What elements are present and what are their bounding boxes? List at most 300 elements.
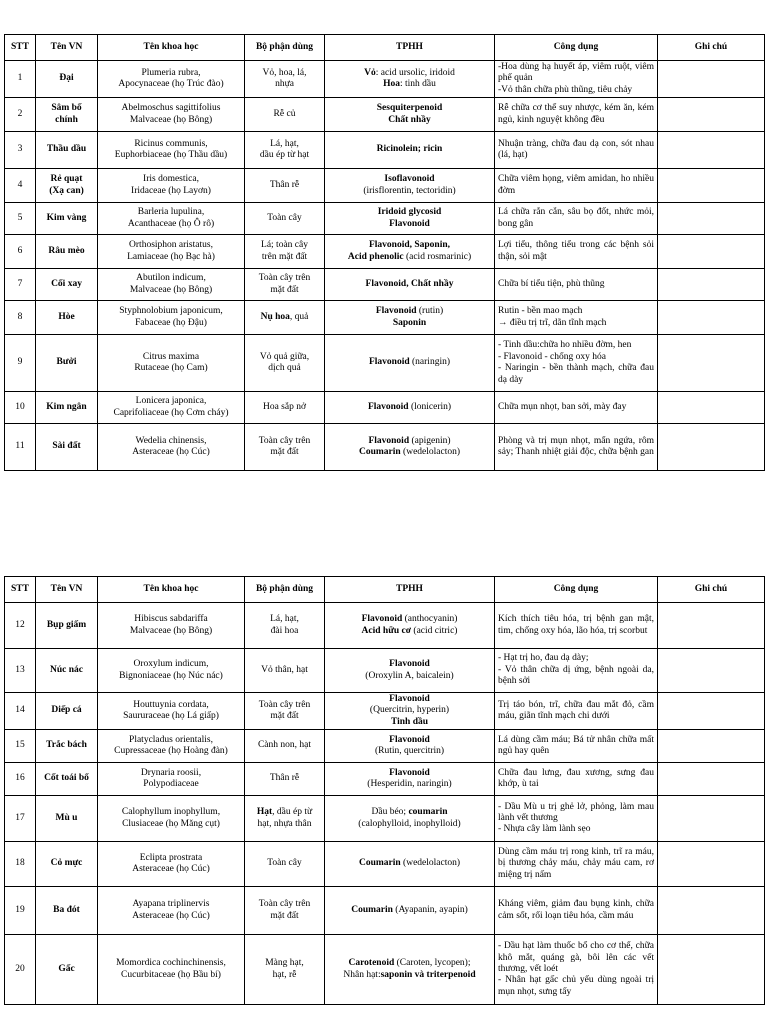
cell-line: Oroxylum indicum,: [133, 659, 209, 670]
cell-line: [328, 958, 491, 969]
cell-ten-vn: [36, 392, 98, 424]
table-body: [5, 603, 765, 1005]
cell-line: Râu mèo: [48, 245, 85, 256]
cell-tphh: [325, 203, 495, 235]
col-header-stt: STT: [5, 577, 36, 603]
cell-tphh: [325, 235, 495, 269]
cell-line: Diếp cá: [51, 705, 82, 716]
cell-stt: 18: [5, 842, 36, 887]
cell-line: [328, 819, 491, 830]
bold-text: Flavonoid: [368, 357, 410, 368]
cell-ten-khoa-hoc: [98, 693, 245, 730]
cell-stt: 19: [5, 887, 36, 935]
cell-line: [328, 694, 491, 705]
cell-line: mặt đất: [270, 711, 299, 722]
cell-cong-dung: [495, 887, 658, 935]
cell-tphh: [325, 887, 495, 935]
table-row: [5, 887, 765, 935]
cell-ten-vn: [36, 763, 98, 796]
text: Dầu béo;: [371, 807, 409, 818]
cell-ten-khoa-hoc: [98, 301, 245, 335]
cell-ten-khoa-hoc: [98, 796, 245, 842]
cell-line: Abelmoschus sagittifolius: [121, 103, 221, 114]
cell-line: [328, 807, 491, 818]
cell-line: Apocynaceae (họ Trúc đào): [118, 79, 224, 90]
cell-line: [328, 436, 491, 447]
text: (Rutin, quercitrin): [374, 746, 445, 757]
cell-line: đài hoa: [270, 625, 299, 636]
bold-text: Nụ hoa: [260, 311, 290, 322]
cell-line: Iridaceae (họ Layơn): [131, 185, 211, 196]
cell-ten-vn: [36, 796, 98, 842]
cell-line: Đại: [59, 73, 74, 84]
cell-line: [328, 103, 491, 114]
col-header-tphh: TPHH: [325, 577, 495, 603]
cell-line: [328, 207, 491, 218]
cell-line: Bignoniaceae (họ Núc nác): [119, 670, 223, 681]
cell-ten-khoa-hoc: [98, 424, 245, 471]
cell-ten-vn: [36, 335, 98, 392]
cell-line: [328, 306, 491, 317]
cell-ghi-chu: [658, 935, 765, 1005]
bold-text: Flavonoid: [389, 218, 430, 229]
text: (Hesperidin, naringin): [367, 779, 452, 790]
cell-line: Toàn cây trên: [258, 273, 311, 284]
cell-line: Fabaceae (họ Đậu): [135, 317, 207, 328]
cell-line: Houttuynia cordata,: [133, 699, 209, 710]
text: , quả: [289, 311, 309, 322]
text: (apigenin): [409, 435, 451, 446]
cell-tphh: [325, 301, 495, 335]
cell-line: Acanthaceae (họ Ô rô): [127, 218, 215, 229]
cell-cong-dung: [495, 730, 658, 763]
cell-line: Cối xay: [51, 278, 82, 289]
cell-line: Chữa bí tiểu tiện, phù thũng: [498, 278, 605, 289]
cell-line: Thân rễ: [269, 179, 300, 190]
bold-text: Iridoid glycosid: [377, 207, 442, 218]
cell-bo-phan-dung: [245, 235, 325, 269]
cell-line: Lonicera japonica,: [135, 396, 207, 407]
cell-tphh: [325, 335, 495, 392]
cell-line: Euphorbiaceae (họ Thầu dầu): [114, 150, 228, 161]
cell-stt: 11: [5, 424, 36, 471]
table-header-row: [5, 35, 765, 61]
cell-ghi-chu: [658, 796, 765, 842]
cell-line: Cành non, hạt: [257, 740, 312, 751]
text: : acid ursolic, iridoid: [375, 67, 455, 78]
cell-line: Ricinus communis,: [134, 138, 208, 149]
cell-bo-phan-dung: [245, 935, 325, 1005]
cell-ghi-chu: [658, 424, 765, 471]
cell-ten-vn: [36, 61, 98, 98]
cell-ten-vn: [36, 935, 98, 1005]
text: (Quercitrin, hyperin): [369, 705, 450, 716]
col-header-cong-dung: Công dụng: [495, 35, 658, 61]
cell-line: - Vỏ thân chữa dị ứng, bệnh ngoài da, bệnh sởi: [498, 664, 654, 687]
cell-tphh: [325, 98, 495, 132]
cell-line: Malvaceae (họ Bông): [129, 284, 213, 295]
cell-line: (Xạ can): [49, 185, 84, 196]
table-row: [5, 392, 765, 424]
cell-cong-dung: [495, 169, 658, 203]
cell-bo-phan-dung: [245, 61, 325, 98]
table-row: [5, 235, 765, 269]
cell-line: Asteraceae (họ Cúc): [132, 864, 210, 875]
cell-line: Sâm bố: [51, 103, 82, 114]
cell-bo-phan-dung: [245, 649, 325, 693]
cell-line: [328, 626, 491, 637]
text: (calophylloid, inophylloid): [358, 818, 461, 829]
cell-line: -Hoa dùng hạ huyết áp, viêm ruột, viêm phế quản: [498, 62, 654, 84]
bold-text: Flavonoid: [389, 694, 430, 704]
cell-cong-dung: [495, 603, 658, 649]
table-row: [5, 763, 765, 796]
cell-line: [328, 746, 491, 757]
cell-tphh: [325, 796, 495, 842]
herb-table-2: [4, 576, 765, 1005]
cell-ten-khoa-hoc: [98, 61, 245, 98]
cell-line: - Nhân hạt gấc chủ yếu dùng ngoài trị mụn nhọt, sưng tấy: [498, 975, 654, 997]
cell-tphh: [325, 424, 495, 471]
text: (Caroten, lycopen);: [394, 958, 471, 969]
bold-text: Sesquiterpenoid: [376, 103, 443, 114]
cell-line: [328, 717, 491, 728]
cell-line: Lợi tiểu, thông tiểu trong các bệnh sỏi thận, sỏi mật: [498, 240, 654, 262]
cell-line: Gấc: [58, 963, 75, 974]
cell-line: Thầu dầu: [46, 144, 87, 155]
cell-line: chính: [55, 114, 78, 125]
cell-tphh: [325, 603, 495, 649]
text: (naringin): [409, 357, 451, 368]
cell-line: Calophyllum inophyllum,: [121, 807, 221, 818]
cell-line: Ba đót: [53, 904, 80, 915]
cell-line: Barleria lupulina,: [137, 207, 205, 218]
cell-ghi-chu: [658, 98, 765, 132]
cell-line: Vỏ thân, hạt: [261, 664, 308, 675]
cell-line: [328, 279, 491, 290]
table-row: [5, 301, 765, 335]
cell-tphh: [325, 269, 495, 301]
cell-cong-dung: [495, 763, 658, 796]
cell-line: - Tinh dầu:chữa ho nhiều đờm, hen: [498, 340, 632, 351]
cell-ghi-chu: [658, 842, 765, 887]
cell-line: Asteraceae (họ Cúc): [132, 447, 210, 458]
cell-ten-khoa-hoc: [98, 935, 245, 1005]
cell-tphh: [325, 730, 495, 763]
cell-bo-phan-dung: [245, 203, 325, 235]
bold-text: Chất nhầy: [388, 114, 431, 125]
cell-bo-phan-dung: [245, 796, 325, 842]
col-header-ten-khoa-hoc: Tên khoa học: [98, 577, 245, 603]
cell-tphh: [325, 935, 495, 1005]
cell-line: [328, 174, 491, 185]
col-header-tphh: TPHH: [325, 35, 495, 61]
cell-cong-dung: [495, 301, 658, 335]
cell-line: [328, 779, 491, 790]
cell-ten-vn: [36, 132, 98, 169]
cell-bo-phan-dung: [245, 132, 325, 169]
cell-ten-vn: [36, 730, 98, 763]
cell-cong-dung: [495, 649, 658, 693]
cell-line: [328, 970, 491, 981]
table-row: [5, 269, 765, 301]
bold-text: Flavonoid: [361, 614, 403, 625]
cell-line: Chữa mụn nhọt, ban sởi, mày đay: [498, 401, 627, 412]
bold-text: Vỏ: [364, 67, 376, 78]
cell-stt: 10: [5, 392, 36, 424]
cell-line: - Dầu Mù u trị ghẻ lở, phỏng, làm mau lành vết thương: [498, 801, 654, 823]
cell-line: Lá; toàn cây: [261, 240, 308, 251]
cell-line: Styphnolobium japonicum,: [119, 306, 223, 317]
cell-line: Asteraceae (họ Cúc): [132, 910, 210, 921]
bold-text: Flavonoid: [375, 306, 417, 317]
cell-line: Toàn cây: [267, 212, 302, 223]
col-header-ghi-chu: Ghi chú: [658, 35, 765, 61]
cell-line: Màng hạt,: [265, 958, 304, 969]
cell-bo-phan-dung: [245, 392, 325, 424]
cell-ten-khoa-hoc: [98, 235, 245, 269]
cell-line: Dùng cầm máu trị rong kinh, trĩ ra máu, bị thương chảy máu, chảy máu cam, rơ miệng trị nấm: [498, 847, 654, 880]
cell-ten-vn: [36, 169, 98, 203]
cell-stt: 3: [5, 132, 36, 169]
bold-text: Coumarin: [351, 904, 393, 915]
cell-line: [248, 807, 321, 818]
cell-line: [328, 402, 491, 413]
cell-line: [328, 68, 491, 79]
bold-text: Flavonoid, Saponin,: [368, 240, 451, 251]
cell-bo-phan-dung: [245, 763, 325, 796]
cell-line: Orthosiphon aristatus,: [129, 240, 213, 251]
cell-bo-phan-dung: [245, 301, 325, 335]
cell-cong-dung: [495, 203, 658, 235]
cell-stt: 13: [5, 649, 36, 693]
cell-line: mặt đất: [270, 447, 299, 458]
col-header-ten-khoa-hoc: Tên khoa học: [98, 35, 245, 61]
cell-line: hạt, rễ: [272, 969, 297, 980]
col-header-cong-dung: Công dụng: [495, 577, 658, 603]
cell-stt: 6: [5, 235, 36, 269]
cell-line: dịch quả: [268, 363, 301, 374]
cell-ten-vn: [36, 269, 98, 301]
cell-line: Cốt toái bổ: [44, 773, 89, 784]
table-row: [5, 203, 765, 235]
cell-line: Lá dùng cầm máu; Bá tử nhân chữa mất ngủ hay quên: [498, 734, 654, 757]
cell-bo-phan-dung: [245, 693, 325, 730]
cell-line: Chữa viêm họng, viêm amidan, ho nhiều đờm: [498, 174, 654, 196]
cell-ten-khoa-hoc: [98, 169, 245, 203]
cell-line: Eclipta prostrata: [139, 852, 203, 863]
col-header-stt: STT: [5, 35, 36, 61]
cell-line: Kháng viêm, giảm đau bụng kinh, chữa cảm sốt, rối loạn tiêu hóa, cầm máu: [498, 899, 654, 921]
cell-line: Plumeria rubra,: [141, 67, 201, 78]
cell-ten-vn: [36, 203, 98, 235]
text: (irisflorentin, tectoridin): [363, 185, 456, 196]
cell-ghi-chu: [658, 392, 765, 424]
cell-line: - Flavonoid - chống oxy hóa: [498, 351, 606, 362]
cell-line: Mù u: [55, 812, 78, 823]
cell-ghi-chu: [658, 730, 765, 763]
cell-line: Iris domestica,: [143, 174, 199, 185]
cell-line: Kích thích tiêu hóa, trị bệnh gan mật, tim, chống oxy hóa, lão hóa, trị scorbut: [498, 614, 654, 636]
cell-stt: 7: [5, 269, 36, 301]
cell-line: Vỏ, hoa, lá,: [262, 67, 307, 78]
text: : tinh dầu: [400, 79, 436, 90]
cell-stt: 20: [5, 935, 36, 1005]
cell-line: Rễ củ: [273, 108, 296, 119]
cell-line: [328, 144, 491, 155]
cell-line: Wedelia chinensis,: [135, 435, 207, 446]
text: (acid citric): [411, 625, 458, 636]
cell-line: [328, 447, 491, 458]
cell-cong-dung: [495, 935, 658, 1005]
cell-line: Chữa đau lưng, đau xương, sưng đau khớp, ù tai: [498, 767, 654, 790]
table-row: [5, 603, 765, 649]
table-row: [5, 796, 765, 842]
cell-ten-khoa-hoc: [98, 649, 245, 693]
cell-line: [328, 858, 491, 869]
cell-ten-khoa-hoc: [98, 730, 245, 763]
cell-cong-dung: [495, 842, 658, 887]
cell-line: Cucurbitaceae (họ Bầu bí): [121, 969, 221, 980]
cell-ten-vn: [36, 842, 98, 887]
cell-line: trên mặt đất: [261, 251, 308, 262]
cell-ghi-chu: [658, 301, 765, 335]
text: (anthocyanin): [402, 614, 458, 625]
cell-ghi-chu: [658, 887, 765, 935]
cell-bo-phan-dung: [245, 603, 325, 649]
cell-line: Hibiscus sabdariffa: [134, 614, 208, 625]
cell-line: mặt đất: [270, 910, 299, 921]
bold-text: Carotenoid: [348, 958, 395, 969]
cell-line: [328, 186, 491, 197]
cell-line: nhựa: [275, 79, 294, 90]
cell-ten-khoa-hoc: [98, 98, 245, 132]
cell-cong-dung: [495, 269, 658, 301]
cell-line: Lá chữa rắn cắn, sâu bọ đốt, nhức mỏi, bong gân: [498, 207, 654, 229]
cell-tphh: [325, 61, 495, 98]
cell-line: Toàn cây: [267, 858, 302, 869]
cell-tphh: [325, 842, 495, 887]
cell-line: Lá, hạt,: [270, 138, 299, 149]
bold-text: Acid hữu cơ: [361, 625, 412, 636]
cell-line: [328, 671, 491, 682]
cell-line: Cupressaceae (họ Hoàng đàn): [114, 746, 228, 757]
cell-line: Lamiaceae (họ Bạc hà): [127, 251, 215, 262]
cell-line: Toàn cây trên: [258, 435, 311, 446]
cell-stt: 9: [5, 335, 36, 392]
table-row: [5, 169, 765, 203]
cell-line: - Dầu hạt làm thuốc bổ cho cơ thể, chữa khô mắt, quáng gà, bôi lên các vết thương, vết loét: [498, 941, 654, 974]
bold-text: Flavonoid: [367, 401, 409, 412]
text: (rutin): [416, 306, 444, 317]
cell-line: [328, 905, 491, 916]
cell-line: [328, 240, 491, 251]
cell-line: Caprifoliaceae (họ Cơm cháy): [113, 407, 229, 418]
cell-line: dầu ép từ hạt: [259, 150, 310, 161]
cell-line: - Naringin - bền thành mạch, chữa đau dạ dày: [498, 363, 654, 385]
cell-cong-dung: [495, 392, 658, 424]
cell-line: Saururaceae (họ Lá giấp): [123, 711, 219, 722]
table-header-row: [5, 577, 765, 603]
cell-ten-vn: [36, 693, 98, 730]
cell-ten-vn: [36, 301, 98, 335]
cell-line: Thân rễ: [269, 773, 300, 784]
cell-bo-phan-dung: [245, 887, 325, 935]
cell-bo-phan-dung: [245, 424, 325, 471]
cell-line: mặt đất: [270, 284, 299, 295]
cell-stt: 14: [5, 693, 36, 730]
cell-cong-dung: [495, 132, 658, 169]
cell-tphh: [325, 693, 495, 730]
cell-line: Clusiaceae (họ Măng cụt): [122, 818, 220, 829]
cell-ten-khoa-hoc: [98, 842, 245, 887]
bold-text: Saponin: [392, 317, 427, 328]
table-body: [5, 61, 765, 471]
cell-ten-khoa-hoc: [98, 763, 245, 796]
bold-text: Flavonoid: [368, 435, 410, 446]
cell-ten-vn: [36, 98, 98, 132]
text: (wedelolacton): [400, 858, 461, 869]
cell-tphh: [325, 132, 495, 169]
cell-line: Sài đất: [52, 441, 81, 452]
herb-table-1: [4, 34, 765, 471]
cell-line: [328, 735, 491, 746]
col-header-ghi-chu: Ghi chú: [658, 577, 765, 603]
text: , dầu ép từ: [272, 807, 313, 818]
cell-ghi-chu: [658, 169, 765, 203]
cell-bo-phan-dung: [245, 169, 325, 203]
cell-ten-vn: [36, 887, 98, 935]
cell-line: Trị táo bón, trĩ, chữa đau mắt đỏ, cầm máu, giãn tĩnh mạch chi dưới: [498, 699, 654, 722]
cell-line: [328, 705, 491, 716]
cell-bo-phan-dung: [245, 842, 325, 887]
cell-stt: 16: [5, 763, 36, 796]
bold-text: Hạt: [256, 807, 273, 818]
bold-text: Flavonoid: [389, 767, 430, 778]
cell-line: [328, 79, 491, 90]
cell-tphh: [325, 763, 495, 796]
cell-ten-khoa-hoc: [98, 392, 245, 424]
cell-line: Hòe: [58, 311, 75, 322]
table-row: [5, 132, 765, 169]
bold-text: Ricinolein; ricin: [376, 144, 443, 155]
cell-line: [328, 115, 491, 126]
text: (acid rosmarinic): [403, 251, 472, 262]
cell-line: Abutilon indicum,: [136, 273, 206, 284]
cell-line: [328, 614, 491, 625]
cell-line: Rễ chữa cơ thể suy nhược, kém ăn, kém ngủ, kinh nguyệt không đều: [498, 103, 654, 125]
cell-line: Hoa sắp nở: [262, 401, 306, 412]
cell-ten-khoa-hoc: [98, 269, 245, 301]
cell-stt: 8: [5, 301, 36, 335]
cell-line: Drynaria roosii,: [140, 767, 202, 778]
cell-line: Nhuận tràng, chữa đau dạ con, sót nhau (lá, hạt): [498, 138, 654, 161]
cell-bo-phan-dung: [245, 98, 325, 132]
bold-text: Flavonoid: [389, 659, 430, 670]
cell-ten-vn: [36, 603, 98, 649]
cell-line: Kim vàng: [46, 212, 87, 223]
table-row: [5, 649, 765, 693]
text: (Oroxylin A, baicalein): [365, 670, 454, 681]
cell-line: Malvaceae (họ Bông): [129, 114, 213, 125]
cell-ten-khoa-hoc: [98, 603, 245, 649]
cell-ten-khoa-hoc: [98, 132, 245, 169]
bold-text: saponin và triterpenoid: [380, 969, 476, 980]
cell-line: [328, 318, 491, 329]
cell-ten-vn: [36, 424, 98, 471]
table-row: [5, 98, 765, 132]
cell-bo-phan-dung: [245, 335, 325, 392]
